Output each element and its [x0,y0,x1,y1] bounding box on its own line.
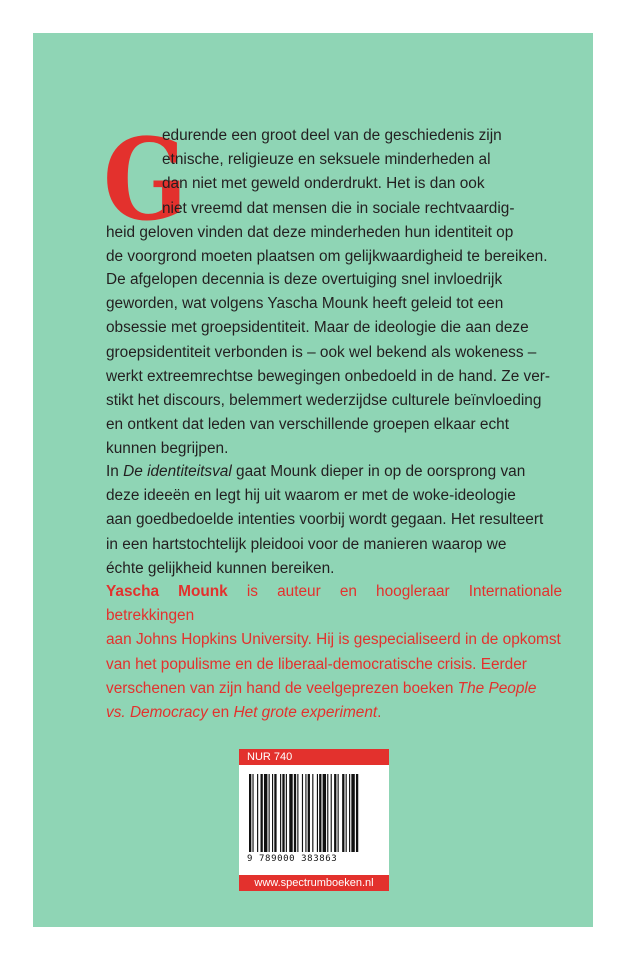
back-cover [33,33,593,927]
text-line [106,460,562,484]
isbn-number: 9 789000 383863 [247,854,338,864]
text-line: geworden, wat volgens Yascha Mounk heeft geleid tot een [106,295,504,313]
book-title: Het grote experiment [233,704,378,722]
text-line: aan goedbedoelde intenties voorbij wordt gegaan. Het resulteert [106,511,544,529]
paragraph-intro [106,124,562,269]
text-line: dan niet met geweld onderdrukt. Het is dan ook [162,175,485,193]
book-title: De identiteitsval [123,463,232,480]
drop-cap: G [103,115,188,246]
text-line: De afgelopen decennia is deze overtuiging snel invloedrijk [106,271,503,288]
text-fragment: In [106,463,124,480]
text-fragment: en [207,704,234,722]
book-title: vs. Democracy [106,704,208,722]
book-title: The People [457,679,537,697]
text-line: edurende een groot deel van de geschiedenis zijn [162,127,502,144]
text-line: en ontkent dat leden van verschillende groepen elkaar echt [106,416,509,434]
text-line: aan Johns Hopkins University. Hij is gespecialiseerd in de opkomst [106,631,561,649]
text-line [106,677,562,701]
text-line: van het populisme en de liberaal-democratische crisis. Eerder [106,655,527,673]
text-line: werkt extreemrechtse bewegingen onbedoeld in de hand. Ze ver- [106,367,551,385]
text-fragment: is auteur en hoogleraar Internationale betrekkingen [106,583,562,625]
text-line: échte gelijkheid kunnen bereiken. [106,559,335,577]
text-fragment: verschenen van zijn hand de veelgeprezen boeken [106,679,458,697]
text-line [106,580,562,628]
text-line: groepsidentiteit verbonden is – ook wel bekend als wokeness – [106,343,537,361]
barcode-box [239,749,389,891]
author-bio [106,580,562,725]
nur-code: NUR 740 [239,749,389,765]
author-name: Yascha Mounk [106,583,228,600]
text-line: deze ideeën en legt hij uit waarom er met de woke-ideologie [106,487,516,505]
text-line: obsessie met groepsidentiteit. Maar de ideologie die aan deze [106,319,529,337]
text-fragment: . [377,704,382,722]
text-fragment: gaat Mounk dieper in op de oorsprong van [231,463,526,480]
paragraph-book [106,460,562,581]
text-line: etnische, religieuze en seksuele minderheden al [162,151,491,169]
text-line [106,701,562,725]
text-line: in een hartstochtelijk pleidooi voor de manieren waarop we [106,535,507,553]
paragraph-wokeness [106,268,562,462]
publisher-url: www.spectrumboeken.nl [239,875,389,891]
text-line: kunnen begrijpen. [106,440,229,458]
text-line: stikt het discours, belemmert wederzijdse culturele beïnvloeding [106,392,542,410]
text-line: de voorgrond moeten plaatsen om gelijkwaardigheid te bereiken. [106,248,548,266]
text-line: heid geloven vinden dat deze minderheden hun identiteit op [106,223,514,241]
text-line: niet vreemd dat mensen die in sociale rechtvaardig- [162,199,515,217]
barcode-icon [249,774,379,854]
